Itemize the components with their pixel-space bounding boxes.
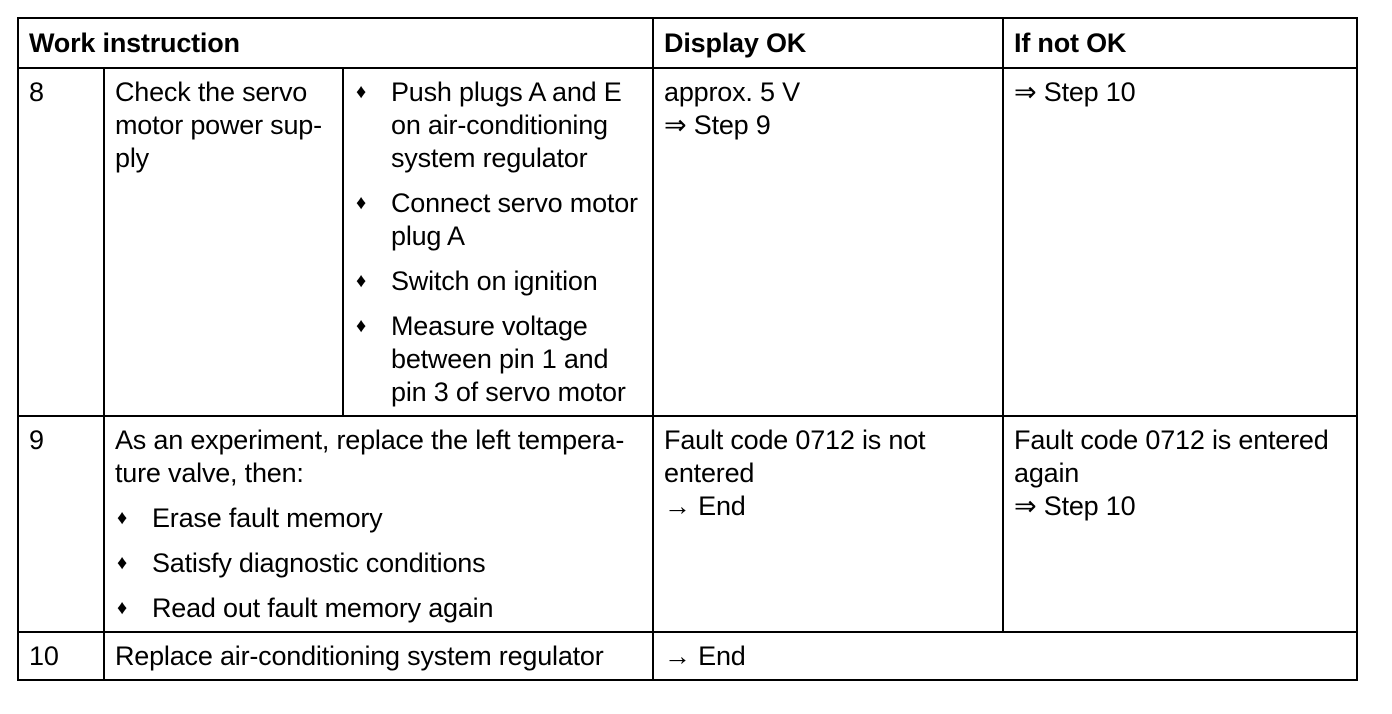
display-ok-cell: [653, 68, 1003, 416]
bullet-list: [354, 76, 642, 409]
display-ok-line: → End: [664, 491, 746, 521]
step-intro-line: As an experiment, replace the left tempera-: [115, 425, 625, 455]
if-not-ok-line: ⇒ Step 10: [1014, 491, 1136, 521]
diamond-bullet-icon: ♦: [117, 597, 128, 619]
step-number: 9: [18, 416, 104, 632]
table-row-step-8: [18, 68, 1357, 416]
step-title-line: Check the servo: [115, 77, 308, 107]
header-if-not-ok: If not OK: [1003, 18, 1357, 68]
if-not-ok-cell: [1003, 68, 1357, 416]
list-item: ♦ Erase fault memory: [117, 503, 383, 533]
step-title-line: ply: [115, 143, 149, 173]
diamond-bullet-icon: ♦: [117, 552, 128, 574]
list-item: ♦ Measure voltage between pin 1 and pin 3 of servo motor: [356, 311, 626, 407]
list-item: ♦ Switch on ignition: [356, 266, 598, 296]
display-ok-line: Fault code 0712 is not: [664, 425, 926, 455]
bullet-list: [115, 502, 642, 625]
header-row: [18, 18, 1357, 68]
diamond-bullet-icon: ♦: [356, 81, 367, 103]
if-not-ok-line: Fault code 0712 is entered: [1014, 425, 1329, 455]
display-ok-line: approx. 5 V: [664, 77, 800, 107]
step-instruction: Replace air-conditioning system regulator: [104, 632, 653, 680]
step-number: 8: [18, 68, 104, 416]
work-instruction-table: [17, 17, 1358, 681]
step-instructions: [104, 416, 653, 632]
if-not-ok-line: ⇒ Step 10: [1014, 77, 1136, 107]
display-ok-line: entered: [664, 458, 755, 488]
step-intro: [115, 424, 642, 490]
step-title: [104, 68, 343, 416]
step-number: 10: [18, 632, 104, 680]
step-title-line: motor power sup-: [115, 110, 322, 140]
list-item: ♦ Connect servo motor plug A: [356, 188, 638, 251]
list-item: ♦ Read out fault memory again: [117, 593, 494, 623]
step-intro-line: ture valve, then:: [115, 458, 304, 488]
step-actions: [343, 68, 653, 416]
diamond-bullet-icon: ♦: [356, 192, 367, 214]
if-not-ok-line: again: [1014, 458, 1080, 488]
header-work-instruction: Work instruction: [18, 18, 653, 68]
list-item: ♦ Satisfy diagnostic conditions: [117, 548, 486, 578]
document: [17, 17, 1358, 681]
table-row-step-10: [18, 632, 1357, 680]
display-ok-line: ⇒ Step 9: [664, 110, 771, 140]
table-row-step-9: [18, 416, 1357, 632]
result-cell: → End: [653, 632, 1357, 680]
diamond-bullet-icon: ♦: [117, 507, 128, 529]
diamond-bullet-icon: ♦: [356, 315, 367, 337]
diamond-bullet-icon: ♦: [356, 270, 367, 292]
display-ok-cell: [653, 416, 1003, 632]
list-item: ♦ Push plugs A and E on air-conditioning system regulator: [356, 77, 622, 173]
header-display-ok: Display OK: [653, 18, 1003, 68]
if-not-ok-cell: [1003, 416, 1357, 632]
